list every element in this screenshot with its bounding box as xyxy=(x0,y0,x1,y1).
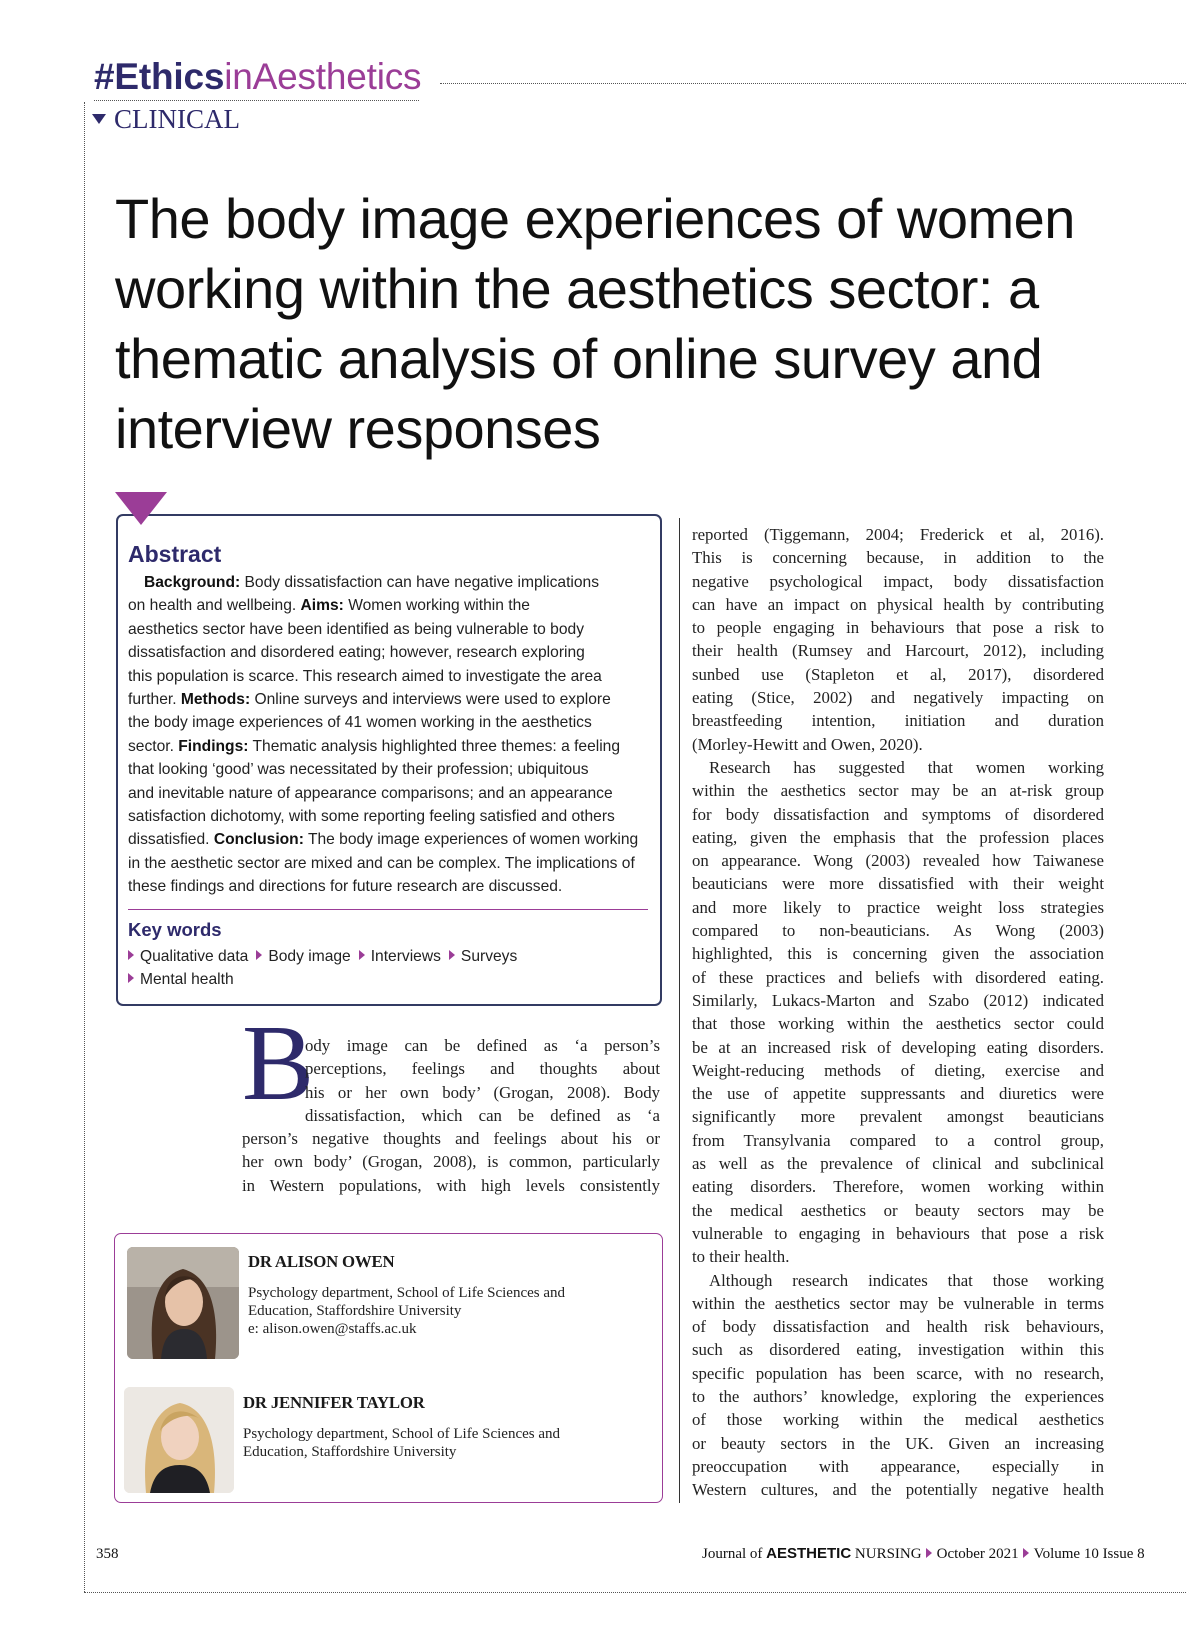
author-affiliation: Education, Staffordshire University xyxy=(248,1303,462,1319)
text-line: ody image can be defined as ‘a person’s xyxy=(305,1036,660,1055)
text-line: reported (Tiggemann, 2004; Frederick et al, 2016). xyxy=(692,525,1104,544)
body-column-right xyxy=(692,523,1104,1501)
text-line: to people engaging in behaviours that pose a risk to xyxy=(692,618,1104,638)
column-divider xyxy=(679,518,680,1503)
arrow-right-icon xyxy=(449,950,455,960)
author-email: e: alison.owen@staffs.ac.uk xyxy=(248,1321,417,1337)
author-name: DR JENNIFER TAYLOR xyxy=(243,1393,425,1412)
abstract-line: satisfaction dichotomy, with some reporting feeling satisfied and others xyxy=(128,807,615,825)
text-line: their health (Rumsey and Harcourt, 2012), including xyxy=(692,641,1104,661)
abstract-line: this population is scarce. This research aimed to investigate the area xyxy=(128,667,602,685)
text-line: This is concerning because, in addition to the xyxy=(692,548,1104,568)
abstract-line: dissatisfaction and disordered eating; however, research exploring xyxy=(128,644,585,662)
abstract-line: on health and wellbeing. Aims: Women working within the xyxy=(128,597,530,615)
text-line: dissatisfaction, which can be defined as ‘a xyxy=(305,1105,660,1125)
text-line: that those working within the aesthetics sector could xyxy=(692,1014,1104,1034)
author-photo-taylor xyxy=(124,1387,234,1493)
text-line: within the aesthetics sector may be vulnerable in terms xyxy=(692,1293,1104,1313)
author-affiliation: Education, Staffordshire University xyxy=(243,1444,457,1460)
text-line: on appearance. Wong (2003) revealed how Taiwanese xyxy=(692,851,1104,871)
text-line: beauticians were more dissatisfied with their weight xyxy=(692,874,1104,894)
text-line: in Western populations, with high levels consistently xyxy=(242,1175,660,1195)
brand-aesthetics: Aesthetics xyxy=(252,56,422,97)
text-line: Similarly, Lukacs-Marton and Szabo (2012) indicated xyxy=(692,990,1104,1010)
text-line: person’s negative thoughts and feelings about his or xyxy=(242,1129,660,1149)
text-line: his or her own body’ (Grogan, 2008). Body xyxy=(305,1082,660,1102)
header-rule xyxy=(440,83,1186,84)
article-title: The body image experiences of women working within the aesthetics sector: a thematic analysis of online survey and interview responses xyxy=(115,187,1075,460)
text-line: of these practices and beliefs with disordered eating. xyxy=(692,967,1104,987)
text-line: negative psychological impact, body dissatisfaction xyxy=(692,571,1104,591)
abstract-line: Background: Body dissatisfaction can have negative implications xyxy=(144,574,600,591)
text-line: of body dissatisfaction and health risk behaviours, xyxy=(692,1317,1104,1337)
page-bottom-guide xyxy=(84,1592,1186,1593)
text-line: perceptions, feelings and thoughts about xyxy=(305,1059,660,1079)
arrow-right-icon xyxy=(926,1548,932,1558)
text-line: for body dissatisfaction and symptoms of disordered xyxy=(692,804,1104,824)
abstract-line: dissatisfied. Conclusion: The body image experiences of women working xyxy=(128,831,639,849)
text-line: eating (Stice, 2002) and negatively impacting on xyxy=(692,688,1104,708)
drop-cap: B xyxy=(242,1004,315,1123)
text-line: as well as the prevalence of clinical and subclinical xyxy=(692,1154,1104,1174)
issue-date: October 2021 xyxy=(936,1546,1019,1562)
section-label xyxy=(92,102,240,136)
text-line: Weight-reducing methods of dieting, exercise and xyxy=(692,1060,1104,1080)
section-text: CLINICAL xyxy=(114,104,240,134)
brand-underline xyxy=(94,100,419,101)
text-line: to the authors’ knowledge, exploring the experiences xyxy=(692,1386,1104,1406)
text-line: such as disordered eating, investigation within this xyxy=(692,1340,1104,1360)
author-name: DR ALISON OWEN xyxy=(248,1252,395,1271)
abstract-line: the body image experiences of 41 women working in the aesthetics xyxy=(128,714,592,732)
text-line: specific population has been scarce, with no research, xyxy=(692,1363,1104,1383)
abstract-line: these findings and directions for future research are discussed. xyxy=(128,878,563,896)
keywords-heading: Key words xyxy=(128,919,222,940)
text-line: her own body’ (Grogan, 2008), is common, particularly xyxy=(242,1152,660,1172)
abstract-heading: Abstract xyxy=(128,541,222,567)
text-line: within the aesthetics sector may be an at-risk group xyxy=(692,781,1104,801)
text-line: eating, given the emphasis that the profession places xyxy=(692,827,1104,847)
text-line: breastfeeding intention, initiation and duration xyxy=(692,711,1104,731)
author-affiliation: Psychology department, School of Life Sciences and xyxy=(248,1285,566,1301)
volume-issue: Volume 10 Issue 8 xyxy=(1033,1546,1145,1562)
triangle-marker-icon xyxy=(115,492,167,525)
arrow-right-icon xyxy=(128,973,134,983)
text-line: to their health. xyxy=(692,1247,790,1267)
arrow-right-icon xyxy=(256,950,262,960)
brand-ethics: #Ethics xyxy=(94,56,225,97)
abstract-line: in the aesthetic sector are mixed and can be complex. The implications of xyxy=(128,854,635,872)
abstract-line: that looking ‘good’ was necessitated by their profession; ubiquitous xyxy=(128,761,589,779)
abstract-line: sector. Findings: Thematic analysis highlighted three themes: a feeling xyxy=(128,737,621,755)
arrow-right-icon xyxy=(1023,1548,1029,1558)
text-line: vulnerable to engaging in behaviours that pose a risk xyxy=(692,1223,1104,1243)
text-line: (Morley-Hewitt and Owen, 2020). xyxy=(692,734,923,754)
journal-footer: Journal of AESTHETIC NURSING October 2021 Volume 10 Issue 8 xyxy=(702,1545,1145,1562)
abstract-line: and inevitable nature of appearance comparisons; and an appearance xyxy=(128,784,613,802)
text-line: or beauty sectors in the UK. Given an increasing xyxy=(692,1433,1104,1453)
text-line: compared to non-beauticians. As Wong (2003) xyxy=(692,921,1104,941)
journal-name-bold: AESTHETIC xyxy=(766,1545,852,1562)
text-line: from Transylvania compared to a control group, xyxy=(692,1130,1104,1150)
keyword-item: Qualitative data xyxy=(128,945,248,968)
page-margin-guide xyxy=(84,102,85,1592)
text-line: preoccupation with appearance, especially in xyxy=(692,1456,1104,1476)
abstract-body xyxy=(128,571,652,898)
keyword-item: Surveys xyxy=(449,945,517,968)
text-line: can have an impact on physical health by contributing xyxy=(692,594,1104,614)
text-line: eating disorders. Therefore, women working within xyxy=(692,1177,1104,1197)
keyword-item: Mental health xyxy=(128,968,234,991)
text-line: Although research indicates that those working xyxy=(709,1270,1104,1290)
brand-in: in xyxy=(224,56,253,97)
brand-logo xyxy=(94,55,421,99)
text-line: be at an increased risk of developing eating disorders. xyxy=(692,1037,1104,1057)
text-line: significantly more prevalent amongst beauticians xyxy=(692,1107,1104,1127)
keywords-list xyxy=(128,945,648,992)
text-line: sunbed use (Stapleton et al, 2017), disordered xyxy=(692,664,1104,684)
text-line: the medical aesthetics or beauty sectors may be xyxy=(692,1200,1104,1220)
abstract-line: aesthetics sector have been identified as being vulnerable to body xyxy=(128,620,584,638)
arrow-right-icon xyxy=(359,950,365,960)
author-photo-owen xyxy=(127,1247,239,1359)
triangle-down-icon xyxy=(92,114,106,124)
page-number: 358 xyxy=(96,1546,119,1562)
abstract-divider xyxy=(128,909,648,910)
text-line: of those working within the medical aesthetics xyxy=(692,1410,1104,1430)
keyword-item: Interviews xyxy=(359,945,441,968)
text-line: highlighted, this is concerning given the association xyxy=(692,944,1104,964)
keyword-item: Body image xyxy=(256,945,350,968)
author-affiliation: Psychology department, School of Life Sciences and xyxy=(243,1426,561,1442)
text-line: and more likely to practice weight loss strategies xyxy=(692,897,1104,917)
text-line: Western cultures, and the potentially negative health xyxy=(692,1480,1104,1500)
abstract-line: further. Methods: Online surveys and interviews were used to explore xyxy=(128,690,611,708)
text-line: Research has suggested that women working xyxy=(709,757,1104,777)
intro-paragraph xyxy=(242,1034,660,1197)
arrow-right-icon xyxy=(128,950,134,960)
text-line: the use of appetite suppressants and diuretics were xyxy=(692,1084,1104,1104)
